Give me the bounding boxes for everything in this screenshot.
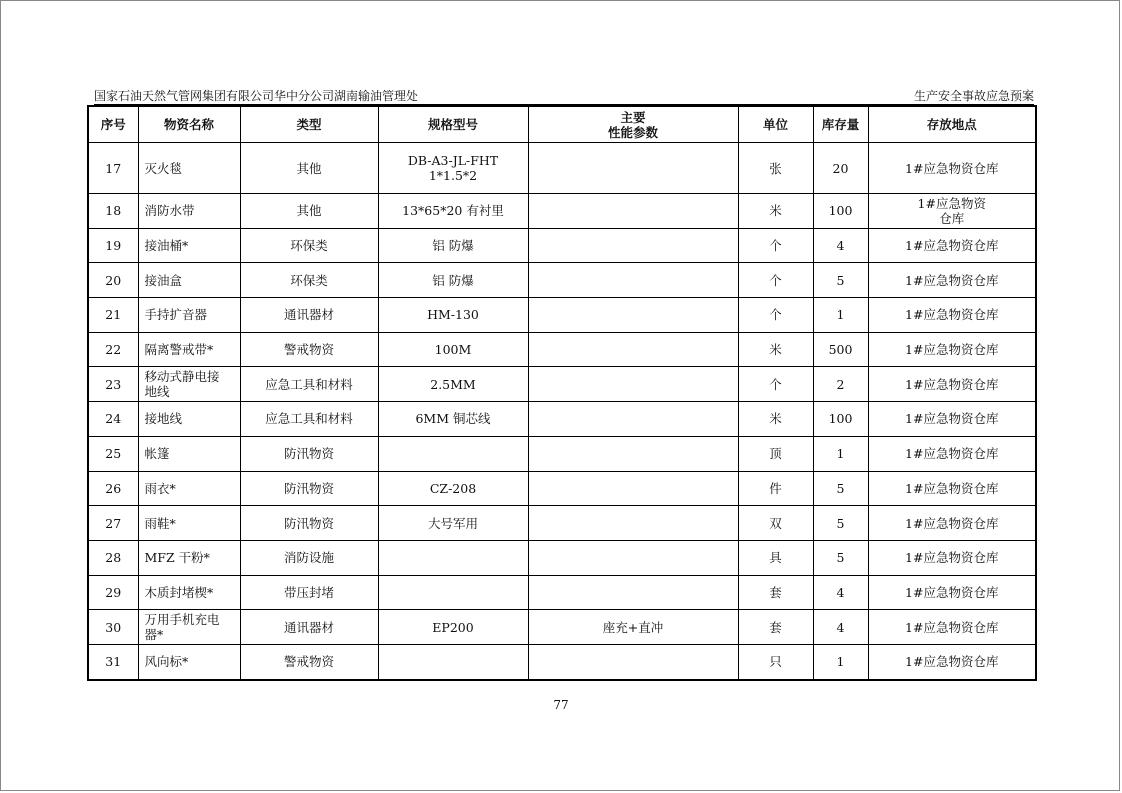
cell-loc: 1#应急物资仓库 xyxy=(868,506,1036,541)
cell-name: 消防水带 xyxy=(138,194,240,229)
cell-type: 防汛物资 xyxy=(240,471,378,506)
col-header-loc: 存放地点 xyxy=(868,106,1036,143)
table-row xyxy=(88,506,1036,541)
cell-unit: 套 xyxy=(738,575,813,610)
table-row xyxy=(88,436,1036,471)
cell-name: 万用手机充电 器* xyxy=(138,610,240,645)
cell-spec: 6MM 铜芯线 xyxy=(378,402,528,437)
cell-type: 其他 xyxy=(240,194,378,229)
cell-name: 接地线 xyxy=(138,402,240,437)
cell-perf xyxy=(528,143,738,194)
table-row xyxy=(88,402,1036,437)
cell-spec: CZ-208 xyxy=(378,471,528,506)
cell-unit: 米 xyxy=(738,332,813,367)
cell-type: 环保类 xyxy=(240,228,378,263)
cell-qty: 5 xyxy=(813,506,868,541)
cell-no: 22 xyxy=(88,332,138,367)
cell-loc: 1#应急物资仓库 xyxy=(868,367,1036,402)
cell-name: 雨鞋* xyxy=(138,506,240,541)
cell-loc: 1#应急物资仓库 xyxy=(868,402,1036,437)
cell-no: 29 xyxy=(88,575,138,610)
cell-qty: 1 xyxy=(813,644,868,679)
cell-qty: 5 xyxy=(813,540,868,575)
cell-qty: 2 xyxy=(813,367,868,402)
cell-qty: 100 xyxy=(813,402,868,437)
cell-qty: 5 xyxy=(813,471,868,506)
cell-no: 30 xyxy=(88,610,138,645)
cell-spec xyxy=(378,644,528,679)
cell-no: 17 xyxy=(88,143,138,194)
cell-qty: 4 xyxy=(813,575,868,610)
cell-name: 帐篷 xyxy=(138,436,240,471)
cell-perf xyxy=(528,263,738,298)
cell-loc: 1#应急物资仓库 xyxy=(868,575,1036,610)
cell-perf xyxy=(528,471,738,506)
cell-unit: 个 xyxy=(738,228,813,263)
table-row xyxy=(88,228,1036,263)
cell-type: 警戒物资 xyxy=(240,332,378,367)
page-header xyxy=(94,86,1034,105)
cell-type: 应急工具和材料 xyxy=(240,367,378,402)
cell-spec: 13*65*20 有衬里 xyxy=(378,194,528,229)
cell-type: 防汛物资 xyxy=(240,506,378,541)
cell-unit: 个 xyxy=(738,367,813,402)
cell-spec xyxy=(378,436,528,471)
table-row xyxy=(88,298,1036,333)
cell-no: 23 xyxy=(88,367,138,402)
cell-qty: 500 xyxy=(813,332,868,367)
table-row xyxy=(88,263,1036,298)
table-row xyxy=(88,332,1036,367)
cell-perf xyxy=(528,332,738,367)
table-row xyxy=(88,367,1036,402)
cell-no: 31 xyxy=(88,644,138,679)
table-row xyxy=(88,540,1036,575)
cell-name: 手持扩音器 xyxy=(138,298,240,333)
cell-loc: 1#应急物资仓库 xyxy=(868,263,1036,298)
cell-qty: 1 xyxy=(813,436,868,471)
cell-spec xyxy=(378,540,528,575)
col-header-perf: 主要 性能参数 xyxy=(528,106,738,143)
cell-type: 通讯器材 xyxy=(240,298,378,333)
cell-qty: 5 xyxy=(813,263,868,298)
cell-type: 带压封堵 xyxy=(240,575,378,610)
cell-spec: 2.5MM xyxy=(378,367,528,402)
cell-loc: 1#应急物资仓库 xyxy=(868,228,1036,263)
cell-name: 接油桶* xyxy=(138,228,240,263)
cell-loc: 1#应急物资 仓库 xyxy=(868,194,1036,229)
cell-perf xyxy=(528,228,738,263)
cell-no: 25 xyxy=(88,436,138,471)
cell-type: 通讯器材 xyxy=(240,610,378,645)
table-row xyxy=(88,644,1036,679)
cell-spec: 铝 防爆 xyxy=(378,228,528,263)
col-header-unit: 单位 xyxy=(738,106,813,143)
cell-qty: 4 xyxy=(813,228,868,263)
cell-perf xyxy=(528,575,738,610)
col-header-type: 类型 xyxy=(240,106,378,143)
cell-name: 移动式静电接 地线 xyxy=(138,367,240,402)
cell-no: 21 xyxy=(88,298,138,333)
cell-perf: 座充+直冲 xyxy=(528,610,738,645)
col-header-name: 物资名称 xyxy=(138,106,240,143)
cell-qty: 1 xyxy=(813,298,868,333)
table-row xyxy=(88,194,1036,229)
cell-name: 灭火毯 xyxy=(138,143,240,194)
cell-spec: HM-130 xyxy=(378,298,528,333)
cell-unit: 只 xyxy=(738,644,813,679)
cell-unit: 米 xyxy=(738,402,813,437)
header-doc-title: 生产安全事故应急预案 xyxy=(913,89,1034,103)
cell-spec: DB-A3-JL-FHT 1*1.5*2 xyxy=(378,143,528,194)
cell-type: 防汛物资 xyxy=(240,436,378,471)
cell-spec: EP200 xyxy=(378,610,528,645)
cell-no: 24 xyxy=(88,402,138,437)
cell-name: MFZ 干粉* xyxy=(138,540,240,575)
cell-no: 28 xyxy=(88,540,138,575)
cell-perf xyxy=(528,402,738,437)
table-row xyxy=(88,575,1036,610)
cell-unit: 双 xyxy=(738,506,813,541)
col-header-qty: 库存量 xyxy=(813,106,868,143)
cell-name: 接油盒 xyxy=(138,263,240,298)
table-row xyxy=(88,471,1036,506)
cell-loc: 1#应急物资仓库 xyxy=(868,610,1036,645)
header-org: 国家石油天然气管网集团有限公司华中分公司湖南输油管理处 xyxy=(94,89,419,103)
materials-table xyxy=(87,105,1037,681)
table-row xyxy=(88,143,1036,194)
cell-loc: 1#应急物资仓库 xyxy=(868,471,1036,506)
cell-unit: 件 xyxy=(738,471,813,506)
cell-loc: 1#应急物资仓库 xyxy=(868,143,1036,194)
cell-loc: 1#应急物资仓库 xyxy=(868,436,1036,471)
table-row xyxy=(88,610,1036,645)
cell-unit: 个 xyxy=(738,298,813,333)
cell-qty: 20 xyxy=(813,143,868,194)
cell-loc: 1#应急物资仓库 xyxy=(868,644,1036,679)
cell-perf xyxy=(528,298,738,333)
cell-perf xyxy=(528,506,738,541)
cell-perf xyxy=(528,367,738,402)
cell-unit: 个 xyxy=(738,263,813,298)
cell-unit: 米 xyxy=(738,194,813,229)
col-header-spec: 规格型号 xyxy=(378,106,528,143)
cell-type: 应急工具和材料 xyxy=(240,402,378,437)
cell-no: 27 xyxy=(88,506,138,541)
cell-perf xyxy=(528,436,738,471)
cell-unit: 具 xyxy=(738,540,813,575)
cell-name: 雨衣* xyxy=(138,471,240,506)
cell-unit: 张 xyxy=(738,143,813,194)
cell-perf xyxy=(528,194,738,229)
cell-type: 消防设施 xyxy=(240,540,378,575)
cell-no: 18 xyxy=(88,194,138,229)
cell-spec: 铝 防爆 xyxy=(378,263,528,298)
cell-unit: 顶 xyxy=(738,436,813,471)
cell-no: 19 xyxy=(88,228,138,263)
col-header-no: 序号 xyxy=(88,106,138,143)
cell-name: 木质封堵楔* xyxy=(138,575,240,610)
cell-spec xyxy=(378,575,528,610)
page-number: 77 xyxy=(553,698,569,712)
cell-unit: 套 xyxy=(738,610,813,645)
cell-type: 其他 xyxy=(240,143,378,194)
cell-spec: 大号军用 xyxy=(378,506,528,541)
cell-no: 26 xyxy=(88,471,138,506)
cell-type: 警戒物资 xyxy=(240,644,378,679)
cell-loc: 1#应急物资仓库 xyxy=(868,298,1036,333)
table-header-row xyxy=(88,106,1036,143)
cell-spec: 100M xyxy=(378,332,528,367)
cell-loc: 1#应急物资仓库 xyxy=(868,332,1036,367)
cell-perf xyxy=(528,540,738,575)
cell-qty: 100 xyxy=(813,194,868,229)
cell-qty: 4 xyxy=(813,610,868,645)
cell-type: 环保类 xyxy=(240,263,378,298)
cell-loc: 1#应急物资仓库 xyxy=(868,540,1036,575)
cell-no: 20 xyxy=(88,263,138,298)
cell-name: 风向标* xyxy=(138,644,240,679)
cell-name: 隔离警戒带* xyxy=(138,332,240,367)
cell-perf xyxy=(528,644,738,679)
